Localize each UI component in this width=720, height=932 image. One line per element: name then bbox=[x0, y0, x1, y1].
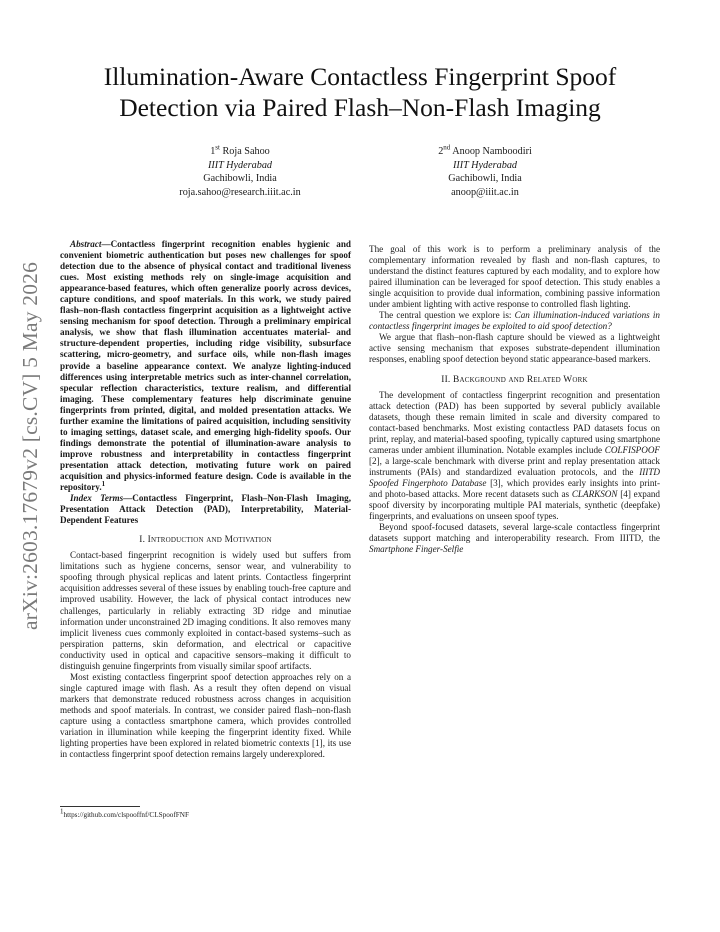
author-location: Gachibowli, India bbox=[448, 173, 522, 185]
author-block-2 bbox=[360, 145, 610, 199]
intro-paragraph-5: We argue that flash–non-flash capture should be viewed as a lightweight active sensing mechanism that exposes substrate-dependent illumination responses, enabling spoof detection beyond static appearance-based markers. bbox=[369, 332, 660, 365]
intro-paragraph-4: The central question we explore is: Can illumination-induced variations in contactless fingerprint images be exploited to aid spoof detection? bbox=[369, 310, 660, 332]
author-email: roja.sahoo@research.iiit.ac.in bbox=[179, 186, 301, 198]
footnote-link[interactable]: https://github.com/clspooffnf/CLSpoofFNF bbox=[63, 811, 189, 819]
related-paragraph-1: The development of contactless fingerprint recognition and presentation attack detection (PAD) has been supported by several publicly available datasets, though these remain limited in scale and diversity compared to contact-based benchmarks. Most existing contactless PAD datasets focus on print, replay, and material-based spoofing, typically captured using smartphone cameras under ambient illumination. Notable examples include COLFISPOOF [2], a large-scale benchmark with diverse print and replay presentation attack instruments (PAIs) and standardized evaluation protocols, and the IIITD Spoofed Fingerphoto Database [3], which provides early insights into print- and photo-based attacks. More recent datasets such as CLARKSON [4] expand spoof diversity by incorporating multiple PAI materials, synthetic (deepfake) fingerprints, and evaluations on unseen spoof types. bbox=[369, 389, 660, 522]
abstract: Abstract—Contactless fingerprint recognition enables hygienic and convenient biometric authentication but poses new challenges for spoof detection due to the absence of physical contact and traditional liveness cues. Most existing methods rely on single-image acquisition and appearance-based features, which often generalize poorly across devices, capture conditions, and spoof materials. In this work, we study paired flash–non-flash contactless fingerprint acquisition as a lightweight active sensing mechanism for spoof detection. Through a preliminary empirical analysis, we show that flash illumination accentuates material- and structure-dependent properties, including ridge visibility, subsurface scattering, micro-geometry, and surface oils, while non-flash images provide a baseline appearance context. We analyze lighting-induced differences using interpretable metrics such as inter-channel correlation, specular reflection characteristics, texture realism, and differential imaging. These complementary features help discriminate genuine fingerprints from printed, digital, and molded presentation attacks. We further examine the limitations of paired acquisition, including sensitivity to imaging settings, dataset scale, and emerging high-fidelity spoofs. Our findings demonstrate the potential of illumination-aware analysis to improve robustness and interpretability in contactless fingerprint presentation attack detection, motivating future work on paired acquisition and physics-informed feature design. Code is available in the repository.$^1$ bbox=[60, 239, 351, 493]
author-name: 2nd Anoop Namboodiri bbox=[438, 143, 532, 157]
related-paragraph-2: Beyond spoof-focused datasets, several large-scale contactless fingerprint datasets support matching and interoperability research. From IIITD, the Smartphone Finger-Selfie bbox=[369, 522, 660, 555]
author-affiliation: IIIT Hyderabad bbox=[452, 159, 518, 171]
intro-paragraph-3: The goal of this work is to perform a preliminary analysis of the complementary information revealed by flash and non-flash captures, to understand the distinct features captured by each modality, and to explore how paired illumination can be leveraged for spoof detection. This study enables a single acquisition to provide dual information, combining passive information under ambient lighting with active response to controlled flash lighting. bbox=[369, 244, 660, 310]
intro-paragraph-2: Most existing contactless fingerprint spoof detection approaches rely on a single captured image with flash. As a result they often depend on visual markers that demonstrate reduced robustness across changes in acquisition methods and spoof materials. In contrast, we consider paired flash–non-flash capture using a contactless smartphone camera, which provides controlled variation in illumination while keeping the fingerprint identity fixed. While lighting properties have been explored in related biometric contexts [1], its use in contactless fingerprint spoof detection remains largely underexplored. bbox=[60, 671, 351, 760]
author-affiliation: IIIT Hyderabad bbox=[207, 159, 273, 171]
paper-title: Illumination-Aware Contactless Fingerprint Spoof Detection via Paired Flash–Non-Flash Imaging bbox=[103, 62, 617, 122]
section-heading-intro: I. Introduction and Motivation bbox=[139, 535, 272, 546]
left-column bbox=[60, 239, 351, 760]
author-location: Gachibowli, India bbox=[203, 173, 277, 185]
intro-paragraph-1: Contact-based fingerprint recognition is widely used but suffers from limitations such as hygiene concerns, sensor wear, and vulnerability to spoofing through physical replicas and latent prints. Contactless fingerprint acquisition addresses several of these issues by enabling touch-free capture and improved usability. However, the lack of physical contact introduces new challenges, particularly in reliably extracting 3D ridge and minutiae information under unconstrained 2D imaging conditions. It also removes many implicit liveness cues commonly exploited in contact-based systems–such as perspiration patterns, skin deformation, and electrical or capacitive conductivity used in optical and capacitive sensors–making it difficult to distinguish genuine fingerprints from visually similar spoof artifacts. bbox=[60, 550, 351, 671]
arxiv-stamp: arXiv:2603.17679v2 [cs.CV] 5 May 2026 bbox=[18, 261, 42, 630]
right-column bbox=[369, 244, 660, 555]
author-name: 1st Roja Sahoo bbox=[210, 143, 270, 157]
footnote: $^1$https://github.com/clspooffnf/CLSpoofFNF bbox=[60, 807, 189, 819]
index-terms: Index Terms—Contactless Fingerprint, Flash–Non-Flash Imaging, Presentation Attack Detection (PAD), Interpretability, Material-Dependent Features bbox=[60, 493, 351, 526]
footnote-rule bbox=[60, 806, 140, 807]
author-email: anoop@iiit.ac.in bbox=[451, 186, 519, 198]
section-heading-related: II. Background and Related Work bbox=[441, 374, 588, 385]
author-block-1 bbox=[115, 145, 365, 199]
